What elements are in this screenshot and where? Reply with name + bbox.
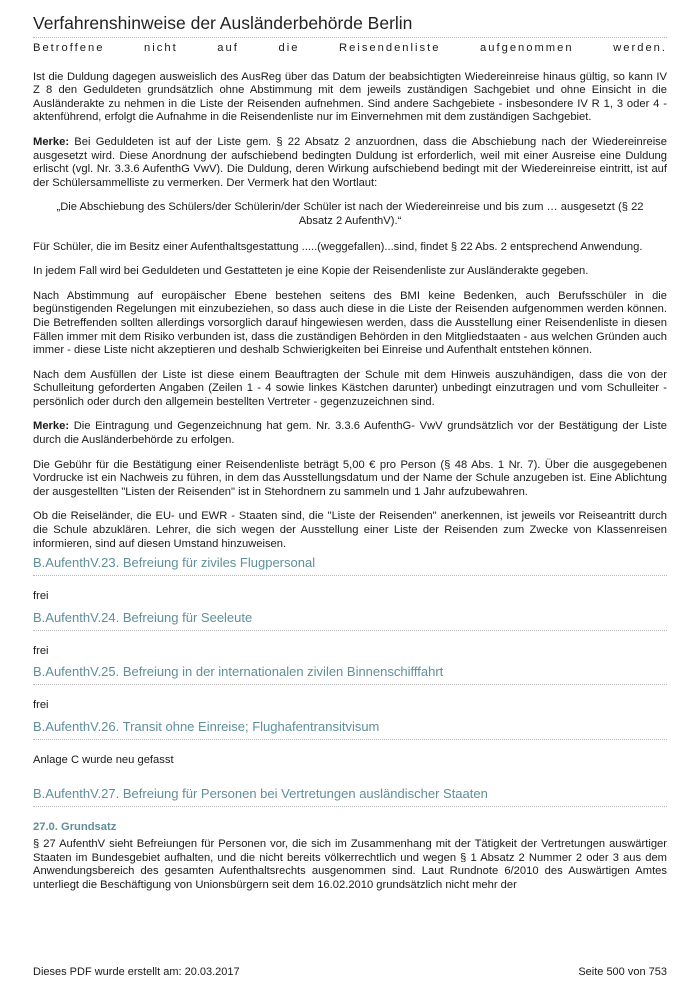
merke-paragraph-2 [33, 420, 667, 447]
section-title-24: B.AufenthV.24. Befreiung für Seeleute [33, 610, 667, 631]
merke-paragraph-1 [33, 136, 667, 190]
merke-text: Die Eintragung und Gegenzeichnung hat gem. Nr. 3.3.6 AufenthG- VwV grundsätzlich vor der Bestätigung der Liste durch die Ausländerbehörde zu erfolgen. [33, 420, 667, 447]
paragraph-gebuehr: Die Gebühr für die Bestätigung einer Reisendenliste beträgt 5,00 € pro Person (§ 48 Abs. 1 Nr. 7). Über die ausgegebenen Vordrucke ist ein Nachweis zu führen, in dem das Ausstellungsdatum und der Name der Schule anzugeben ist. Eine Ablichtung der ausgestellten "Listen der Reisenden" ist in Stehordnern zu sammeln und 1 Jahr aufzubewahren. [33, 458, 667, 498]
section-text-23: frei [33, 590, 49, 603]
paragraph-ausfuellen: Nach dem Ausfüllen der Liste ist diese einem Beauftragten der Schule mit dem Hinweis auszuhändigen, dass die von der Schulleitung geforderten Angaben (Zeilen 1 - 4 sowie linkes Kästchen darunter) unbedingt einzutragen und vom Schulleiter - persönlich oder durch den allgemein bestellten Vertreter - gegenzuzeichnen sind. [33, 368, 667, 408]
section-text-26: Anlage C wurde neu gefasst [33, 754, 174, 766]
page-title: Verfahrenshinweise der Ausländerbehörde Berlin [33, 13, 413, 33]
section-title-27: B.AufenthV.27. Befreiung für Personen bei Vertretungen ausländischer Staaten [33, 786, 667, 807]
section-text-24: frei [33, 644, 49, 657]
merke-text: Bei Geduldeten ist auf der Liste gem. § 22 Absatz 2 anzuordnen, dass die Abschiebung nach der Wiedereinreise ausgesetzt wird. Diese Anordnung der aufschiebend bedingten Duldung ist erforderlich, weil mit einer Ausreise eine Duldung erlischt (vgl. Nr. 3.3.6 AufenthG VwV). Die Duldung, deren Wirkung aufschiebend bedingt mit der Wiedereinreise eintritt, ist auf der Schülersammelliste zu vermerken. Der Vermerk hat den Wortlaut: [33, 135, 667, 189]
title-divider [33, 37, 667, 38]
subsection-heading-27-0: 27.0. Grundsatz [33, 820, 117, 833]
footer-created-date: Dieses PDF wurde erstellt am: 20.03.2017 [33, 966, 240, 978]
section-title-25: B.AufenthV.25. Befreiung in der internationalen zivilen Binnenschifffahrt [33, 664, 667, 685]
paragraph-kopie: In jedem Fall wird bei Geduldeten und Gestatteten je eine Kopie der Reisendenliste zur Ausländerakte gegeben. [33, 265, 589, 278]
section-text-25: frei [33, 699, 49, 712]
paragraph-duldung: Ist die Duldung dagegen ausweislich des AusReg über das Datum der beabsichtigten Wiedereinreise hinaus gültig, so kann IV Z 8 den Geduldeten grundsätzlich ohne Abstimmung mit dem jeweils zuständigen Sachgebiet und ohne Einsicht in die Ausländerakte zu nehmen in die Liste der Reisenden aufnehmen. Sind andere Sachgebiete - insbesondere IV R 1, 3 oder 4 - aktenführend, erfolgt die Aufnahme in die Reisendenliste nur im Einvernehmen mit dem zuständigen Sachgebiet. [33, 70, 667, 124]
section-text-27: § 27 AufenthV sieht Befreiungen für Personen vor, die sich im Zusammenhang mit der Tätigkeit der Vertretungen auswärtiger Staaten im Bundesgebiet aufhalten, und die nicht bereits völkerrechtlich und wegen § 1 Absatz 2 Nummer 2 oder 3 aus dem Anwendungsbereich des gesamten Aufenthaltsrechts ausgenommen sind. Laut Rundnote 6/2010 des Auswärtigen Amtes unterliegt die Beschäftigung von Unionsbürgern seit dem 16.02.2010 grundsätzlich nicht mehr der [33, 838, 667, 891]
merke-label: Merke: [33, 135, 70, 148]
paragraph-reiselaender: Ob die Reiseländer, die EU- und EWR - Staaten sind, die "Liste der Reisenden" anerkennen, ist jeweils vor Reiseantritt durch die Schule abzuklären. Lehrer, die sich wegen der Ausstellung einer Liste der Reisenden zum Zwecke von Klassenreisen informieren, sind auf diesen Umstand hinzuweisen. [33, 510, 667, 550]
section-title-26: B.AufenthV.26. Transit ohne Einreise; Flughafentransitvisum [33, 719, 667, 740]
quote-paragraph: „Die Abschiebung des Schülers/der Schülerin/der Schüler ist nach der Wiedereinreise und bis zum … ausgesetzt (§ 22 Absatz 2 AufenthV).“ [56, 201, 644, 227]
paragraph-berufsschueler: Nach Abstimmung auf europäischer Ebene bestehen seitens des BMI keine Bedenken, auch Berufsschüler in die begünstigenden Regelungen mit einzubeziehen, so dass auch diese in die Liste der Reisenden aufgenommen werden können. Die Betreffenden sollten allerdings vorsorglich darauf hingewiesen werden, dass die Ausstellung einer Reisendenliste in diesen Fällen immer mit dem Risiko verbunden ist, dass die zuständigen Behörden in den Mitgliedstaaten - aus welchen Gründen auch immer - diese Liste nicht akzeptieren und deshalb Schwierigkeiten bei Einreise und Aufenthalt entstehen können. [33, 289, 667, 357]
section-title-23: B.AufenthV.23. Befreiung für ziviles Flugpersonal [33, 555, 667, 576]
paragraph-gestattung: Für Schüler, die im Besitz einer Aufenthaltsgestattung .....(weggefallen)...sind, findet § 22 Abs. 2 entsprechend Anwendung. [33, 240, 643, 253]
footer-page-number: Seite 500 von 753 [578, 966, 667, 978]
document-body [33, 42, 667, 904]
merke-label: Merke: [33, 420, 70, 433]
continuation-line: Betroffene nicht auf die Reisendenliste aufgenommen werden. [33, 42, 667, 54]
